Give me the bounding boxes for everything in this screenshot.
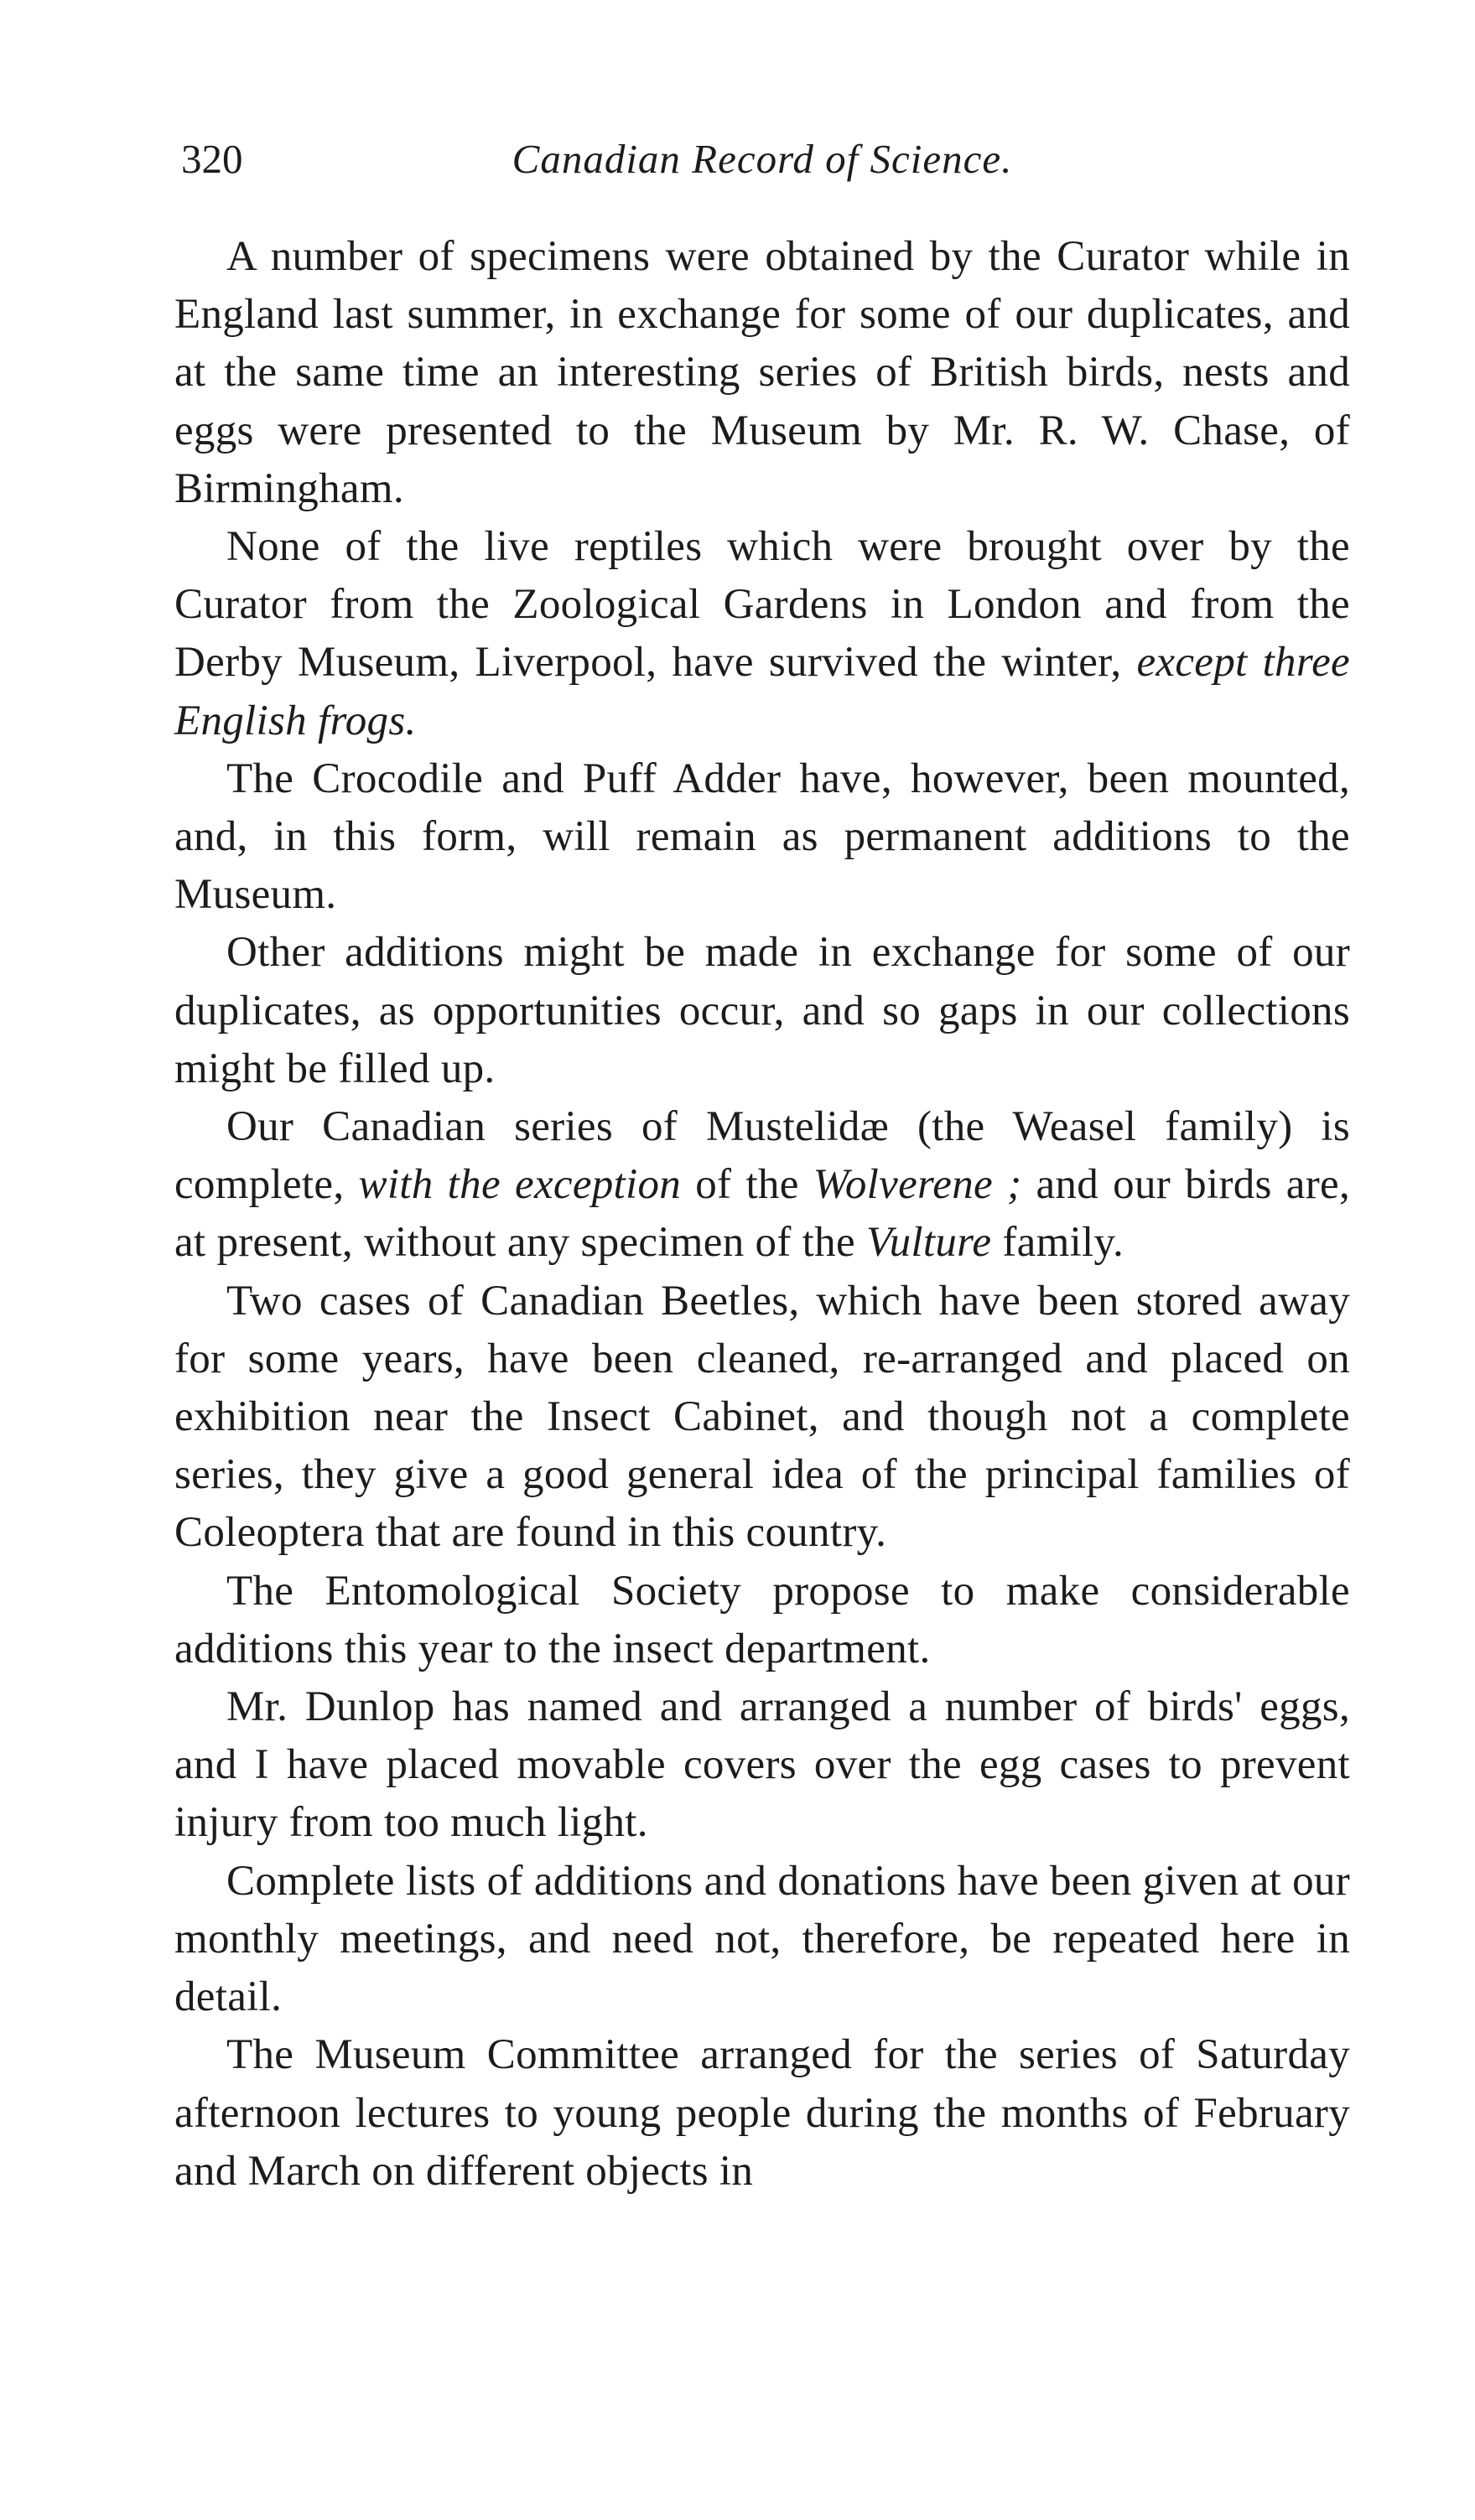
paragraph [174, 1098, 1350, 1273]
paragraph: Complete lists of additions and donations have been given at our monthly meetings, and need not, therefore, be repeated here in detail. [174, 1857, 1350, 2021]
body-text [174, 228, 1350, 2201]
paragraph-text: None of the live reptiles which were brought over by the Curator from the Zoological Gardens in London and from the Derby Museum, Liverpool, have survived the winter, [174, 523, 1350, 687]
paragraph: The Entomological Society propose to make considerable additions this year to the insect department. [174, 1567, 1350, 1672]
page-number: 320 [181, 136, 243, 182]
paragraph: Two cases of Canadian Beetles, which have been stored away for some years, have been cleaned, re-arranged and placed on exhibition near the Insect Cabinet, and though not a complete series, they give a good general idea of the principal families of Coleoptera that are found in this country. [174, 1277, 1350, 1557]
running-header [174, 126, 1350, 193]
page [174, 126, 1350, 2201]
paragraph-text: of the [681, 1161, 813, 1209]
paragraph: Other additions might be made in exchange for some of our duplicates, as opportunities occur, and so gaps in our collections might be filled up. [174, 929, 1350, 1092]
running-title: Canadian Record of Science. [512, 136, 1013, 182]
italic-text: Wolverene ; [813, 1161, 1022, 1209]
paragraph-text: and our birds are, at present, without any specimen of the [174, 1161, 1351, 1267]
paragraph: The Crocodile and Puff Adder have, however, been mounted, and, in this form, will remain as permanent additions to the Museum. [174, 754, 1350, 919]
paragraph-text: family. [991, 1219, 1124, 1267]
italic-text: with the exception [358, 1161, 682, 1209]
paragraph: Mr. Dunlop has named and arranged a number of birds' eggs, and I have placed movable covers over the egg cases to prevent injury from too much light. [174, 1683, 1350, 1847]
paragraph: The Museum Committee arranged for the series of Saturday afternoon lectures to young people during the months of February and March on different objects in [174, 2031, 1350, 2195]
paragraph: A number of specimens were obtained by the Curator while in England last summer, in exchange for some of our duplicates, and at the same time an interesting series of British birds, nests and eggs were presented to the Museum by Mr. R. W. Chase, of Birmingham. [174, 233, 1350, 512]
italic-text: Vulture [865, 1219, 992, 1267]
paragraph [174, 518, 1350, 750]
italic-text: except three English frogs. [174, 639, 1350, 744]
paragraph-text: Our Canadian series of Mustelidæ (the Weasel family) is complete, [174, 1103, 1350, 1209]
